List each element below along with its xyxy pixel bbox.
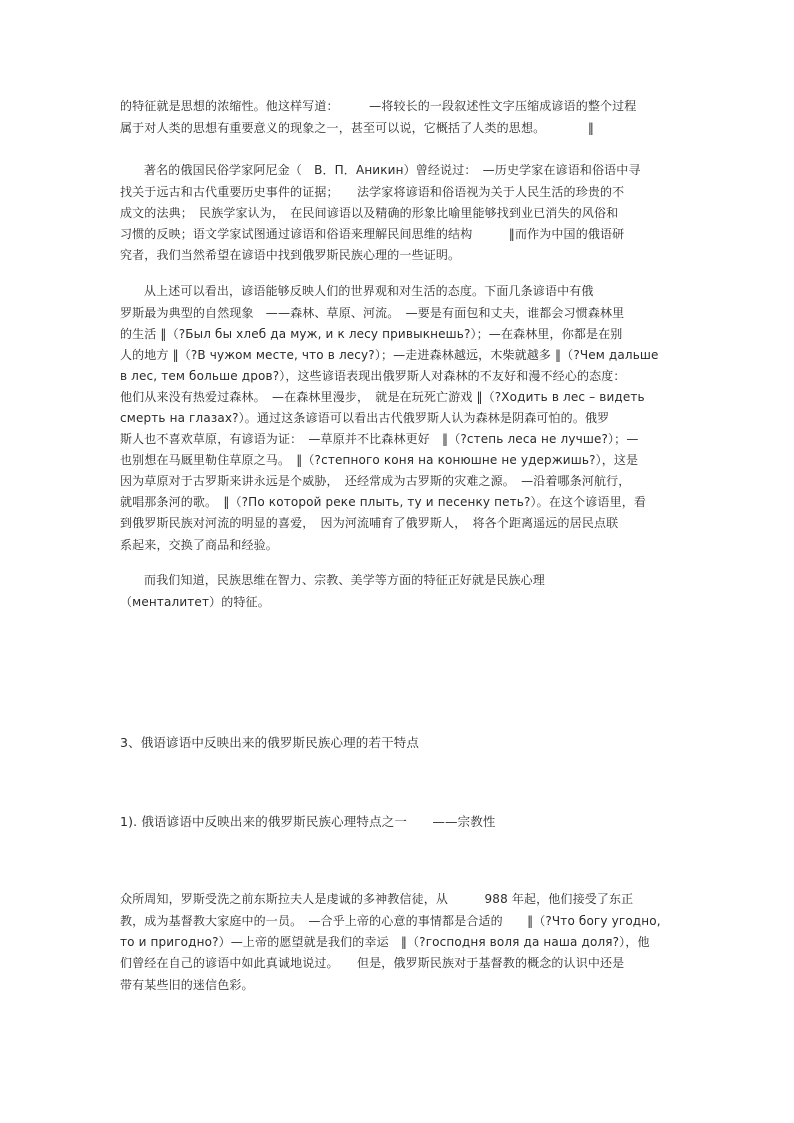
text-line: 也别想在马厩里勒住草原之马。 ‖（?степного коня на конюшне не удержишь?），这是 <box>120 453 639 467</box>
text-line: 人的地方 ‖（?В чужом месте, что в лесу?）；—走进森林越远，木柴就越多 ‖（?Чем дальше <box>120 348 659 362</box>
text-line: 们曾经在自己的谚语中如此真诚地说过。 但是，俄罗斯民族对于基督教的概念的认识中还是 <box>120 956 625 970</box>
text-line: 带有某些旧的迷信色彩。 <box>120 978 254 992</box>
text-line: 众所周知，罗斯受洗之前东斯拉夫人是虔诚的多神教信徒，从 988 年起，他们接受了东正 <box>120 892 634 906</box>
text-line: то и пригодно?）—上帝的愿望就是我们的幸运 ‖（?господня воля да наша доля?），他 <box>120 935 650 949</box>
text-line: 他们从来没有热爱过森林。 —在森林里漫步， 就是在玩死亡游戏 ‖（?Ходить в лес – видеть <box>120 390 645 404</box>
text-line: （менталитет）的特征。 <box>120 595 270 609</box>
text-line: 的生活 ‖（?Был бы хлеб да муж, и к лесу привыкнешь?）；—在森林里，你都是在别 <box>120 327 623 341</box>
text-line: 就唱那条河的歌。 ‖（?По которой реке плыть, ту и песенку петь?）。在这个谚语里，看 <box>120 495 647 509</box>
text-line: 的特征就是思想的浓缩性。他这样写道： —将较长的一段叙述性文字压缩成谚语的整个过程 <box>120 99 637 113</box>
text-line: 罗斯最为典型的自然现象 ——森林、草原、河流。 —要是有面包和丈夫，谁都会习惯森林里 <box>120 306 625 320</box>
text-line: 系起来，交换了商品和经验。 <box>120 538 278 552</box>
text-line: смерть на глазах?）。通过这条谚语可以看出古代俄罗斯人认为森林是阴森可怕的。俄罗 <box>120 411 610 425</box>
text-line: 习惯的反映；语文学家试图通过谚语和俗语来理解民间思维的结构 ‖而作为中国的俄语研 <box>120 227 625 241</box>
text-line: 成文的法典； 民族学家认为， 在民间谚语以及精确的形象比喻里能够找到业已消失的风俗和 <box>120 206 619 220</box>
text-line: 属于对人类的思想有重要意义的现象之一，甚至可以说，它概括了人类的思想。 ‖ <box>120 121 595 135</box>
text-line: в лес, тем больше дров?），这些谚语表现出俄罗斯人对森林的不友好和漫不经心的态度： <box>120 369 626 383</box>
text-line: 教，成为基督教大家庭中的一员。 —合乎上帝的心意的事情都是合适的 ‖（?Что богу угодно, <box>120 914 661 928</box>
subsection-heading: 1). 俄语谚语中反映出来的俄罗斯民族心理特点之一 ——宗教性 <box>120 814 496 829</box>
text-line: 而我们知道，民族思维在智力、宗教、美学等方面的特征正好就是民族心理 <box>144 573 545 587</box>
text-line: 从上述可以看出，谚语能够反映人们的世界观和对生活的态度。下面几条谚语中有俄 <box>144 284 594 298</box>
text-line: 因为草原对于古罗斯来讲永远是个威胁， 还经常成为古罗斯的灾难之源。 —沿着哪条河航行， <box>120 474 631 488</box>
text-line: 著名的俄国民俗学家阿尼金（ В．П．Аникин）曾经说过： —历史学家在谚语和俗语中寻 <box>144 163 641 177</box>
section-heading: 3、俄语谚语中反映出来的俄罗斯民族心理的若干特点 <box>120 735 420 750</box>
text-line: 斯人也不喜欢草原，有谚语为证： —草原并不比森林更好 ‖（?степь леса не лучше?）；— <box>120 432 639 446</box>
text-line: 找关于远古和古代重要历史事件的证据； 法学家将谚语和俗语视为关于人民生活的珍贵的不 <box>120 185 625 199</box>
text-line: 到俄罗斯民族对河流的明显的喜爱， 因为河流哺育了俄罗斯人， 将各个距离遥远的居民点联 <box>120 516 619 530</box>
text-line: 究者，我们当然希望在谚语中找到俄罗斯民族心理的一些证明。 <box>120 248 461 262</box>
